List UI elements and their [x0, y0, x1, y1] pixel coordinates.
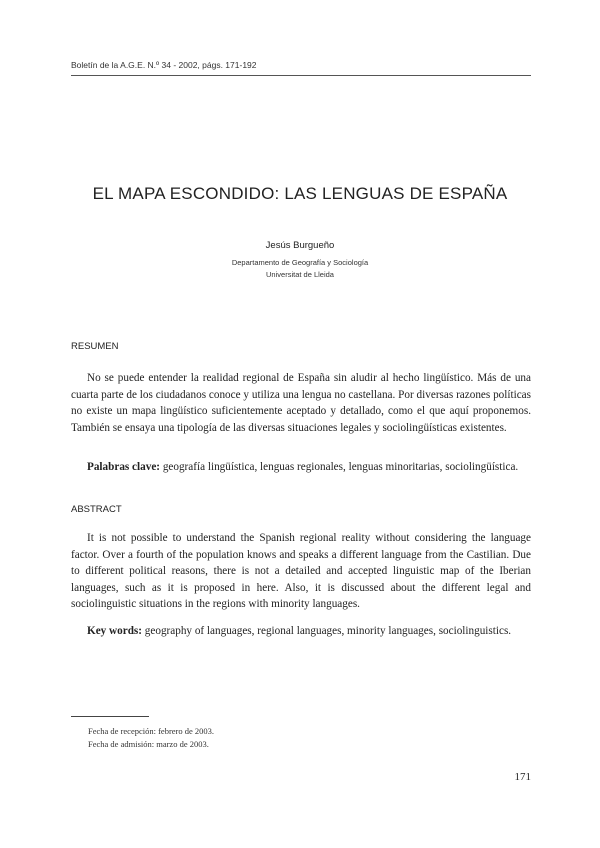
- resumen-body: No se puede entender la realidad regional de España sin aludir al hecho lingüístico. Más de una cuarta parte de los ciudadanos conoce y utiliza una lengua no castellana. Por diversas razones políticas no existe un mapa lingüístico suficientemente aceptado y detallado, como el que aquí proponemos. También se ensaya una tipología de las diversas situaciones legales y sociolingüísticas existentes.: [71, 372, 531, 434]
- journal-citation: Boletín de la A.G.E. N.º 34 - 2002, págs. 171-192: [71, 60, 257, 70]
- abstract-body: It is not possible to understand the Spanish regional reality without considering the language factor. Over a fourth of the population knows and speaks a different language from the Castilian. Due to different political reasons, there is not a detailed and accepted linguistic map of the Iberian languages, such as it is proposed in here. Also, it is discussed about the different legal and sociolinguistic situations in the regions with minority languages.: [71, 532, 531, 610]
- footnote-accepted: Fecha de admisión: marzo de 2003.: [88, 739, 209, 749]
- author-department: Departamento de Geografía y Sociología: [231, 258, 369, 267]
- article-title: EL MAPA ESCONDIDO: LAS LENGUAS DE ESPAÑA: [92, 184, 508, 203]
- footnote-received: Fecha de recepción: febrero de 2003.: [88, 726, 215, 736]
- author-university: Universitat de Lleida: [266, 270, 334, 279]
- abstract-heading: ABSTRACT: [71, 504, 122, 515]
- footnote-divider: [71, 716, 149, 717]
- abstract-keywords-label: Key words:: [87, 625, 142, 637]
- resumen-heading: RESUMEN: [71, 341, 119, 352]
- abstract-keywords-list: geography of languages, regional languages, minority languages, sociolinguistics.: [144, 625, 512, 637]
- header-divider: [71, 75, 531, 76]
- resumen-keywords: [71, 459, 531, 476]
- resumen-keywords-list: geografía lingüística, lenguas regionales, lenguas minoritarias, sociolingüística.: [162, 461, 519, 473]
- abstract-keywords: [71, 623, 531, 640]
- resumen-keywords-label: Palabras clave:: [87, 461, 161, 473]
- page-number: 171: [514, 771, 531, 783]
- author-name: Jesús Burgueño: [265, 240, 335, 251]
